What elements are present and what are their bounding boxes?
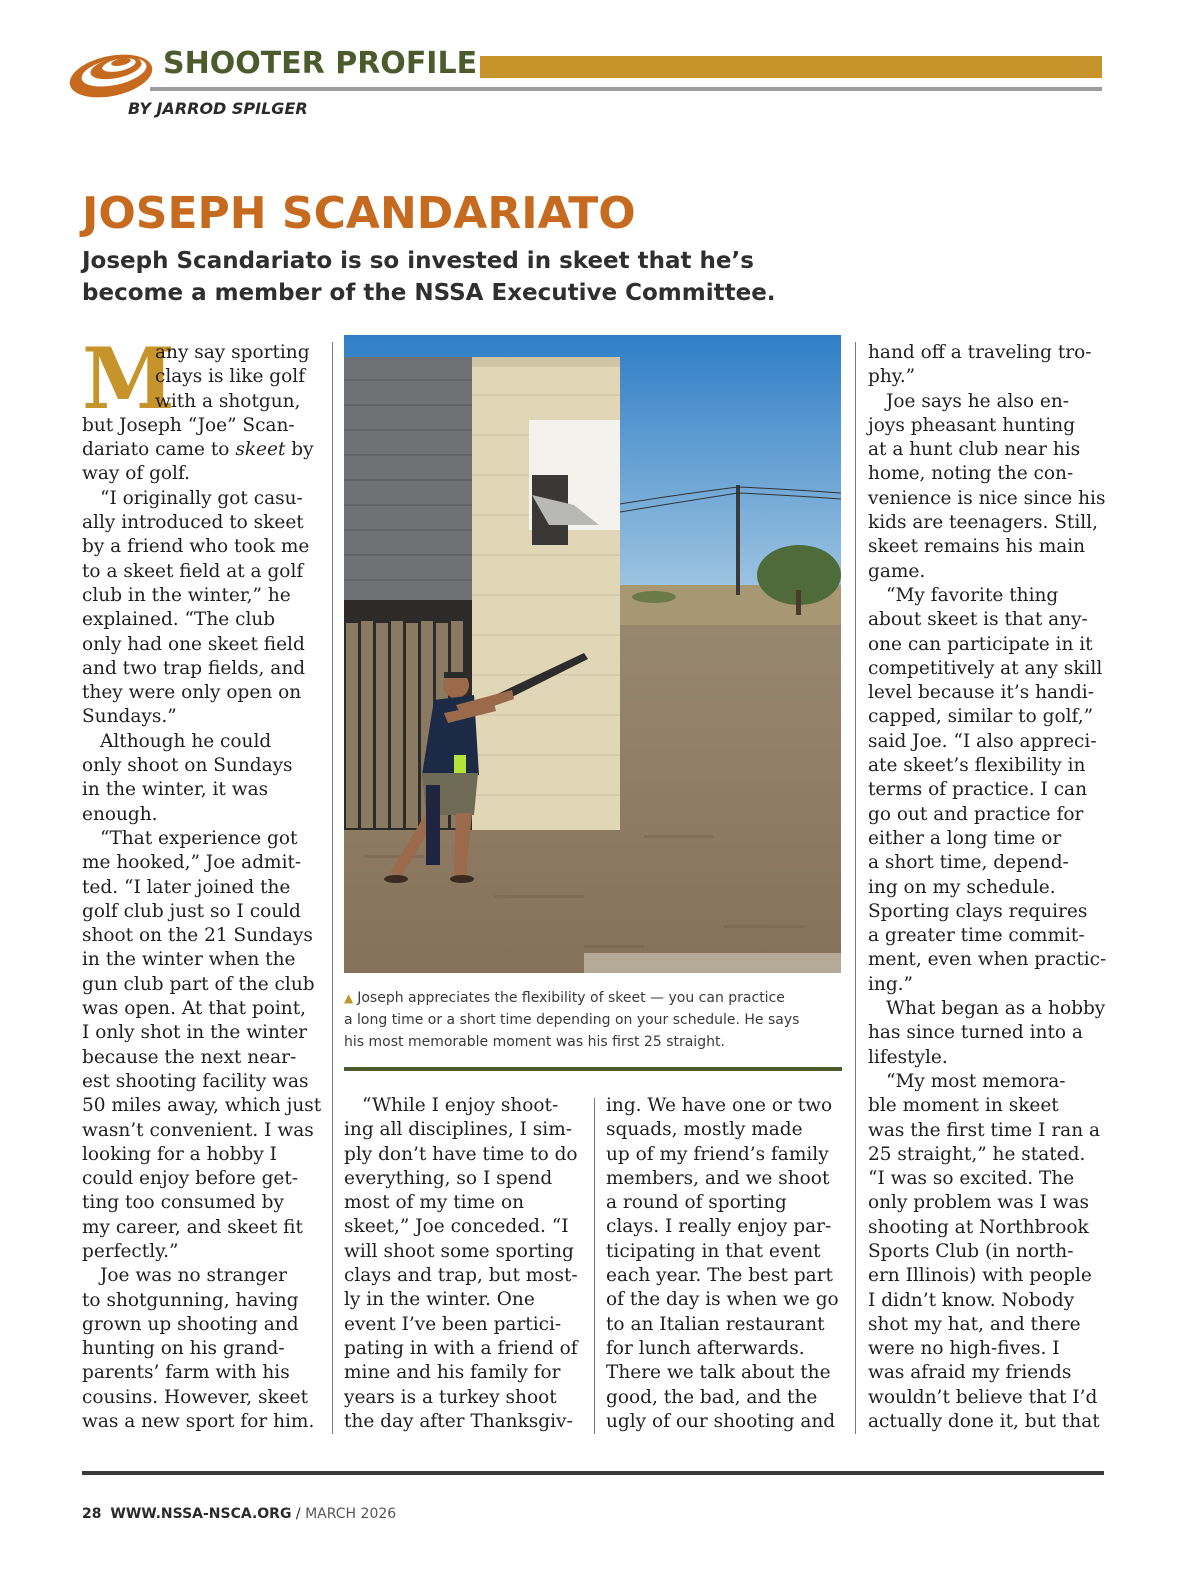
caption-triangle-icon: ▲ — [344, 991, 354, 1005]
body-line: wouldn’t believe that I’d — [868, 1386, 1098, 1408]
body-line: ment, even when practic- — [868, 949, 1107, 971]
body-line: with a shotgun, — [155, 390, 301, 412]
issue-date: MARCH 2026 — [305, 1506, 397, 1522]
website-link[interactable]: WWW.NSSA-NSCA.ORG — [110, 1506, 292, 1522]
body-line: ing on my schedule. — [868, 876, 1056, 898]
body-line: in the winter when the — [82, 949, 296, 971]
column-divider — [855, 342, 856, 1434]
body-line: squads, mostly made — [606, 1119, 803, 1141]
body-line: members, and we shoot — [606, 1167, 830, 1189]
body-line: There we talk about the — [606, 1362, 831, 1384]
page-footer — [82, 1506, 396, 1522]
clay-target-logo-icon — [66, 40, 156, 102]
body-line: terms of practice. I can — [868, 779, 1088, 801]
body-line: either a long time or — [868, 827, 1062, 849]
body-line: said Joe. “I also appreci- — [868, 730, 1097, 752]
body-column-3 — [606, 1094, 846, 1434]
body-line: ing.” — [868, 973, 914, 995]
body-line: mine and his family for — [344, 1362, 561, 1384]
body-line: was a new sport for him. — [82, 1411, 315, 1433]
skeet-shooter-photo — [344, 335, 841, 973]
body-column-1 — [82, 329, 322, 1434]
body-line: in the winter, it was — [82, 779, 269, 801]
body-line: “My most memora- — [886, 1070, 1066, 1092]
body-line: ted. “I later joined the — [82, 876, 291, 898]
body-line: but Joseph “Joe” Scan- — [82, 414, 295, 436]
body-line: level because it’s handi- — [868, 682, 1094, 704]
body-line: shot my hat, and there — [868, 1313, 1081, 1335]
caption-line — [344, 1031, 844, 1053]
body-line: hand off a traveling tro- — [868, 342, 1092, 363]
body-column-2 — [344, 1094, 584, 1434]
body-line: Joe says he also en- — [886, 390, 1070, 412]
column-divider — [332, 342, 333, 1434]
body-line: good, the bad, and the — [606, 1386, 818, 1408]
body-line: ting too consumed by — [82, 1192, 284, 1214]
body-line: est shooting facility was — [82, 1070, 309, 1092]
body-line: clays is like golf — [155, 366, 306, 388]
body-line: ing all disciplines, I sim- — [344, 1119, 573, 1141]
body-line: to a skeet field at a golf — [82, 560, 304, 582]
body-line: a round of sporting — [606, 1192, 787, 1214]
body-line: everything, so I spend — [344, 1167, 553, 1189]
article-headline: JOSEPH SCANDARIATO — [82, 188, 636, 239]
body-line: a short time, depend- — [868, 852, 1069, 874]
caption-line — [344, 987, 844, 1009]
body-line: up of my friend’s family — [606, 1143, 829, 1165]
body-line: shoot on the 21 Sundays — [82, 925, 313, 947]
column-divider — [594, 1098, 595, 1434]
body-line: was the first time I ran a — [868, 1119, 1101, 1141]
body-line: home, noting the con- — [868, 463, 1074, 485]
body-line: gun club part of the club — [82, 973, 315, 995]
body-line: was afraid my friends — [868, 1362, 1072, 1384]
body-line: and two trap fields, and — [82, 657, 306, 679]
caption-rule — [344, 1067, 842, 1071]
body-line: Sports Club (in north- — [868, 1240, 1074, 1262]
body-line: a greater time commit- — [868, 925, 1085, 947]
body-line: about skeet is that any- — [868, 609, 1088, 631]
body-line: “That experience got — [100, 827, 298, 849]
body-line: joys pheasant hunting — [868, 414, 1076, 436]
body-line: “While I enjoy shoot- — [362, 1095, 559, 1116]
body-line: will shoot some sporting — [344, 1240, 574, 1262]
body-line: at a hunt club near his — [868, 439, 1081, 461]
body-line: 50 miles away, which just — [82, 1095, 322, 1117]
body-line: lifestyle. — [868, 1046, 948, 1068]
article-deck: Joseph Scandariato is so invested in skeet that he’s become a member of the NSSA Executive Committee. — [82, 248, 776, 306]
body-line: venience is nice since his — [868, 487, 1106, 509]
photo-caption — [344, 987, 844, 1053]
byline: BY JARROD SPILGER — [128, 99, 308, 118]
page-number: 28 — [82, 1506, 102, 1522]
body-line: by a friend who took me — [82, 536, 310, 558]
body-line: ate skeet’s flexibility in — [868, 755, 1086, 777]
drop-cap: M — [82, 329, 175, 428]
body-line: cousins. However, skeet — [82, 1386, 309, 1408]
body-line: golf club just so I could — [82, 900, 301, 922]
body-line: my career, and skeet fit — [82, 1216, 303, 1238]
body-line: most of my time on — [344, 1192, 525, 1214]
body-line: kids are teenagers. Still, — [868, 512, 1098, 534]
body-line: hunting on his grand- — [82, 1338, 285, 1360]
body-line: only shoot on Sundays — [82, 755, 293, 777]
body-line: grown up shooting and — [82, 1313, 299, 1335]
body-line: ing. We have one or two — [606, 1095, 833, 1116]
body-line: could enjoy before get- — [82, 1168, 299, 1190]
body-line: only problem was I was — [868, 1192, 1090, 1214]
body-line: were no high-fives. I — [868, 1338, 1060, 1360]
body-line: because the next near- — [82, 1046, 297, 1068]
body-line: only had one skeet field — [82, 633, 305, 655]
header-gold-bar — [480, 56, 1102, 78]
body-line: ern Illinois) with people — [868, 1265, 1092, 1287]
footer-rule — [82, 1471, 1104, 1475]
section-label: SHOOTER PROFILE — [163, 46, 478, 81]
body-line: I didn’t know. Nobody — [868, 1289, 1075, 1311]
body-line: Sporting clays requires — [868, 900, 1088, 922]
caption-text: a long time or a short time depending on your schedule. He says — [344, 1012, 800, 1028]
body-line: parents’ farm with his — [82, 1362, 290, 1384]
body-line: What began as a hobby — [886, 998, 1106, 1020]
body-line: capped, similar to golf,” — [868, 706, 1094, 728]
body-line: wasn’t convenient. I was — [82, 1119, 314, 1141]
body-line: shooting at Northbrook — [868, 1216, 1089, 1238]
body-line: skeet,” Joe conceded. “I — [344, 1216, 569, 1238]
body-line: the day after Thanksgiv- — [344, 1410, 573, 1432]
body-line: looking for a hobby I — [82, 1143, 277, 1165]
body-line: dariato came to skeet by — [82, 439, 314, 461]
body-line: one can participate in it — [868, 633, 1093, 655]
body-line: explained. “The club — [82, 609, 276, 631]
body-line: ly in the winter. One — [344, 1289, 535, 1311]
body-line: clays and trap, but most- — [344, 1265, 578, 1287]
body-line: competitively at any skill — [868, 657, 1103, 679]
body-line: each year. The best part — [606, 1265, 833, 1287]
body-line: ply don’t have time to do — [344, 1143, 578, 1165]
body-line: go out and practice for — [868, 803, 1084, 825]
body-line: game. — [868, 560, 926, 582]
body-line: ticipating in that event — [606, 1240, 821, 1262]
body-line: to shotgunning, having — [82, 1289, 299, 1311]
body-line: I only shot in the winter — [82, 1022, 308, 1044]
body-line: perfectly.” — [82, 1240, 179, 1262]
body-line: skeet remains his main — [868, 536, 1086, 558]
body-line: ugly of our shooting and — [606, 1410, 836, 1432]
body-line: Although he could — [100, 730, 272, 752]
body-line: club in the winter,” he — [82, 584, 291, 606]
body-line: ally introduced to skeet — [82, 512, 304, 534]
body-line: Sundays.” — [82, 706, 177, 728]
body-line: for lunch afterwards. — [606, 1337, 805, 1359]
body-line: pating in with a friend of — [344, 1337, 578, 1359]
body-line: any say sporting — [155, 342, 310, 363]
body-line: actually done it, but that — [868, 1411, 1100, 1433]
body-line: of the day is when we go — [606, 1289, 839, 1311]
body-line: years is a turkey shoot — [344, 1386, 557, 1408]
body-line: 25 straight,” he stated. — [868, 1143, 1086, 1165]
caption-text: his most memorable moment was his first 25 straight. — [344, 1034, 725, 1050]
body-line: “I was so excited. The — [868, 1168, 1075, 1190]
body-line: event I’ve been partici- — [344, 1313, 562, 1335]
body-line: they were only open on — [82, 682, 302, 704]
body-line: enough. — [82, 803, 158, 825]
body-line: phy.” — [868, 366, 916, 388]
body-line: has since turned into a — [868, 1022, 1083, 1044]
body-column-4 — [868, 341, 1108, 1434]
body-line: clays. I really enjoy par- — [606, 1216, 832, 1238]
body-line: “I originally got casu- — [100, 487, 303, 509]
caption-text: Joseph appreciates the flexibility of skeet — you can practice — [357, 990, 785, 1006]
body-line: me hooked,” Joe admit- — [82, 852, 302, 874]
header-divider — [150, 87, 1102, 91]
body-line: “My favorite thing — [886, 584, 1059, 606]
body-line: was open. At that point, — [82, 998, 307, 1020]
body-line: ble moment in skeet — [868, 1095, 1059, 1117]
body-line: to an Italian restaurant — [606, 1313, 825, 1335]
body-line: Joe was no stranger — [100, 1265, 287, 1287]
caption-line — [344, 1009, 844, 1031]
footer-separator: / — [291, 1506, 306, 1522]
body-line: way of golf. — [82, 463, 191, 485]
